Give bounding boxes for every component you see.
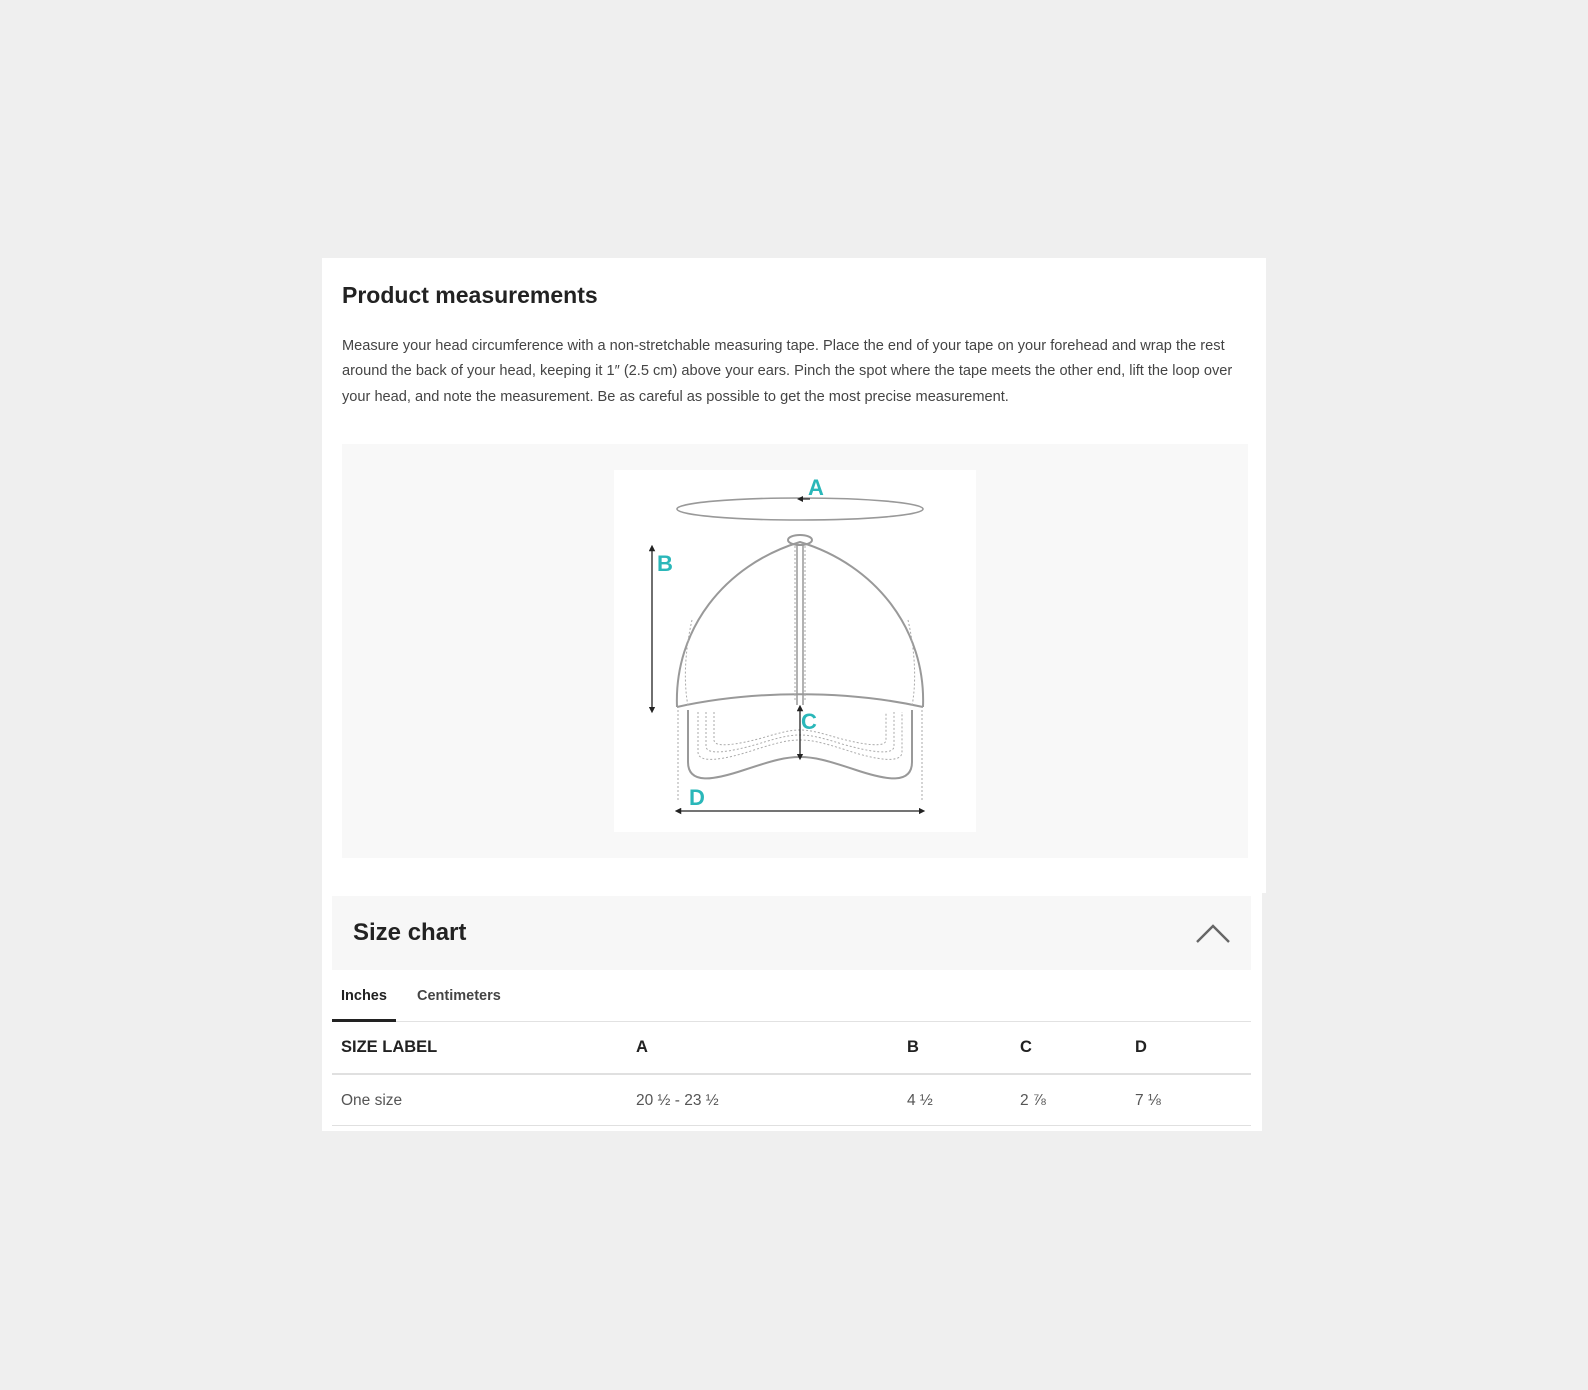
- label-d: D: [689, 785, 705, 810]
- label-a: A: [808, 475, 824, 500]
- column-header: A: [636, 1038, 648, 1056]
- table-cell: 2 ⅞: [1020, 1092, 1046, 1109]
- table-header-row: [332, 1022, 1251, 1075]
- label-b: B: [657, 551, 673, 576]
- column-header: SIZE LABEL: [341, 1038, 438, 1056]
- tab-inches[interactable]: Inches: [332, 983, 396, 1022]
- table-cell: 7 ⅛: [1135, 1092, 1161, 1109]
- table-row: [332, 1075, 1251, 1126]
- diagram-panel: [342, 444, 1248, 858]
- table-cell: One size: [341, 1092, 403, 1109]
- product-measurements-card: [322, 258, 1266, 893]
- size-table: [332, 1022, 1251, 1126]
- tab-centimeters[interactable]: Centimeters: [417, 988, 501, 1004]
- table-cell: 4 ½: [907, 1092, 933, 1109]
- table-cell: 20 ½ - 23 ½: [636, 1092, 719, 1109]
- measurement-instructions: Measure your head circumference with a non-stretchable measuring tape. Place the end of your tape on your forehead and wrap the rest around the back of your head, keeping it 1″ (2.5 cm) above your ears. Pinch the spot where the tape meets the other end, lift the loop over your head, and note the measurement. Be as careful as possible to get the most precise measurement.: [342, 338, 1233, 405]
- column-header: C: [1020, 1038, 1032, 1056]
- unit-tabs: [332, 983, 1251, 1022]
- size-chart-section: [322, 893, 1262, 1131]
- cap-illustration: [614, 470, 976, 832]
- column-header: B: [907, 1038, 919, 1056]
- size-chart-header[interactable]: [332, 896, 1251, 970]
- circumference-ellipse: [677, 498, 923, 520]
- size-chart-title: Size chart: [353, 919, 467, 946]
- chevron-up-icon[interactable]: [1195, 918, 1231, 946]
- cap-crown: [677, 535, 923, 707]
- cap-diagram: [614, 470, 976, 832]
- page-title: Product measurements: [342, 282, 598, 308]
- label-c: C: [801, 709, 817, 734]
- column-header: D: [1135, 1038, 1147, 1056]
